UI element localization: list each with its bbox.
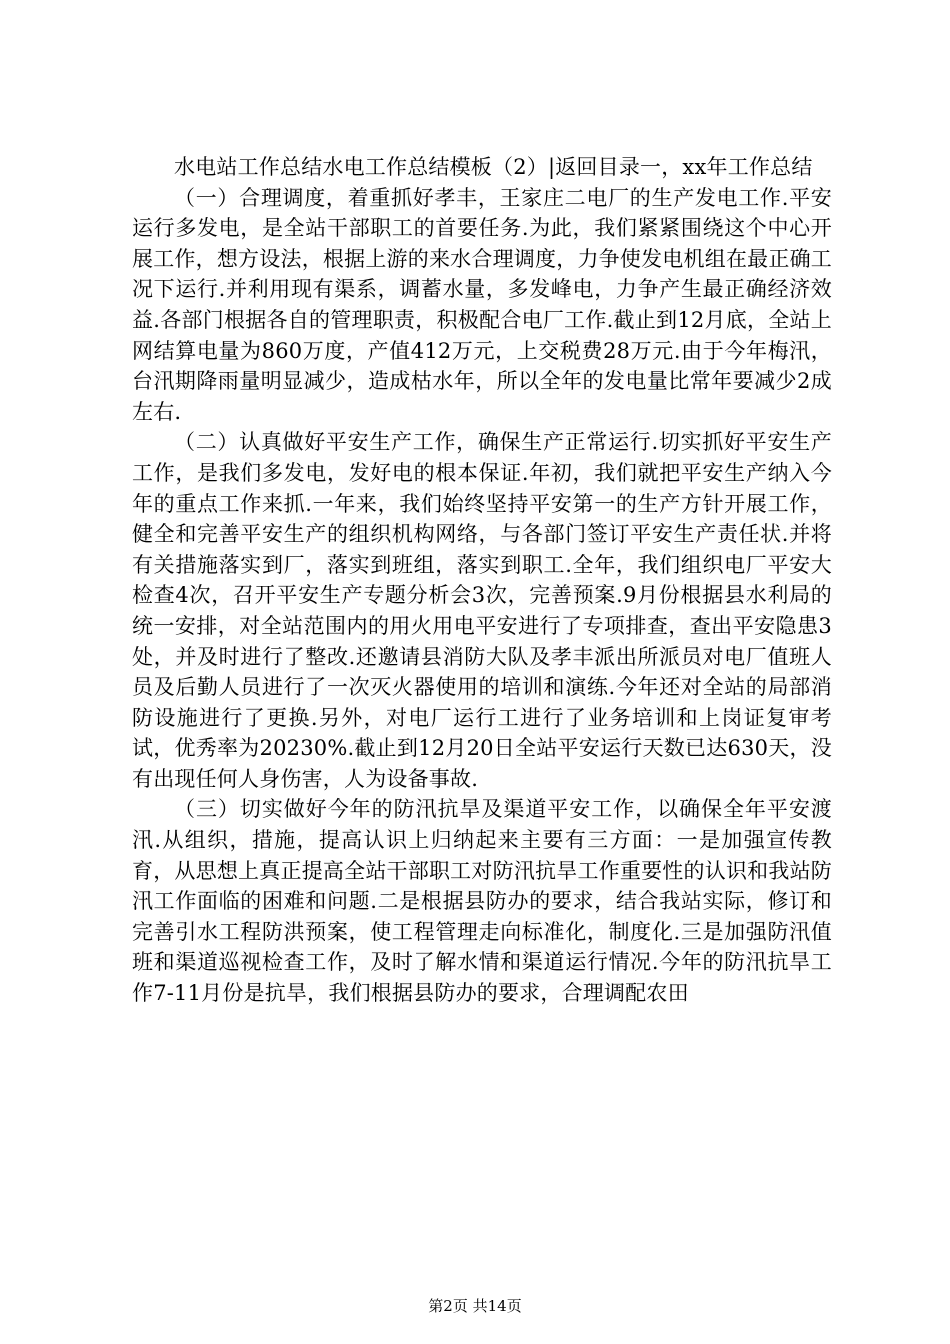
paragraph-section-1: （一）合理调度，着重抓好孝丰，王家庄二电厂的生产发电工作.平安运行多发电，是全站干部职工的首要任务.为此，我们紧紧围绕这个中心开展工作，想方设法，根据上游的来水合理调度，力争使发电机组在最正确工况下运行.并利用现有渠系，调蓄水量，多发峰电，力争产生最正确经济效益.各部门根据各自的管理职责，积极配合电厂工作.截止到12月底，全站上网结算电量为860万度，产值412万元，上交税费28万元.由于今年梅汛，台汛期降雨量明显减少，造成枯水年，所以全年的发电量比常年要减少2成左右. xyxy=(132,185,832,424)
paragraph-section-2: （二）认真做好平安生产工作，确保生产正常运行.切实抓好平安生产工作，是我们多发电，发好电的根本保证.年初，我们就把平安生产纳入今年的重点工作来抓.一年来，我们始终坚持平安第一的生产方针开展工作，健全和完善平安生产的组织机构网络，与各部门签订平安生产责任状.并将有关措施落实到厂，落实到班组，落实到职工.全年，我们组织电厂平安大检查4次，召开平安生产专题分析会3次，完善预案.9月份根据县水利局的统一安排，对全站范围内的用火用电平安进行了专项排查，查出平安隐患3处，并及时进行了整改.还邀请县消防大队及孝丰派出所派员对电厂值班人员及后勤人员进行了一次灭火器使用的培训和演练.今年还对全站的局部消防设施进行了更换.另外，对电厂运行工进行了业务培训和上岗证复审考试，优秀率为20230%.截止到12月20日全站平安运行天数已达630天，没有出现任何人身伤害，人为设备事故. xyxy=(132,430,832,791)
paragraph-section-3: （三）切实做好今年的防汛抗旱及渠道平安工作，以确保全年平安渡汛.从组织，措施，提高认识上归纳起来主要有三方面：一是加强宣传教育，从思想上真正提高全站干部职工对防汛抗旱工作重要性的认识和我站防汛工作面临的困难和问题.二是根据县防办的要求，结合我站实际，修订和完善引水工程防洪预案，使工程管理走向标准化，制度化.三是加强防汛值班和渠道巡视检查工作，及时了解水情和渠道运行情况.今年的防汛抗旱工作7-11月份是抗旱，我们根据县防办的要求，合理调配农田 xyxy=(132,797,832,1006)
page-number-footer: 第2页 共14页 xyxy=(428,1297,522,1315)
document-body xyxy=(132,152,832,1009)
paragraph-title: 水电站工作总结水电工作总结模板（2）|返回目录一，xx年工作总结 xyxy=(174,155,813,179)
